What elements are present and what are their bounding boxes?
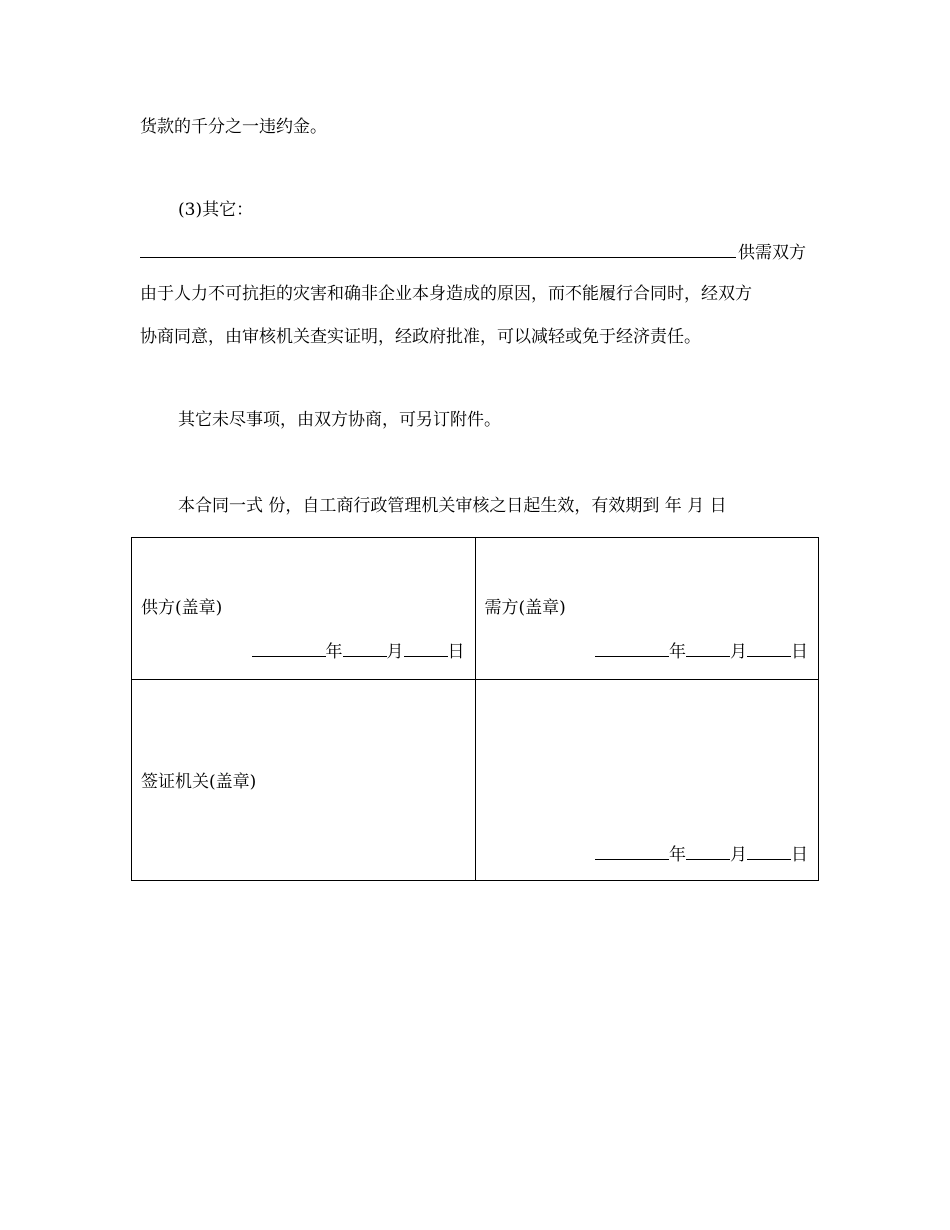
month-label: 月 [730, 845, 747, 865]
buyer-date [595, 640, 808, 663]
signature-table [131, 537, 819, 881]
supplier-date [252, 640, 465, 663]
day-blank [747, 640, 791, 657]
paragraph-attachments: 其它未尽事项，由双方协商，可另订附件。 [178, 410, 501, 430]
signature-row-parties [132, 538, 819, 680]
paragraph-both-parties: 供需双方 [738, 243, 806, 263]
month-label: 月 [730, 642, 747, 662]
buyer-seal-label: 需方(盖章) [484, 598, 566, 618]
day-label: 日 [447, 642, 465, 662]
month-blank [686, 640, 730, 657]
year-blank [252, 640, 326, 657]
blank-fill-rule [140, 241, 736, 258]
supplier-seal-label: 供方(盖章) [141, 598, 223, 618]
paragraph-force-majeure-1: 由于人力不可抗拒的灾害和确非企业本身造成的原因，而不能履行合同时，经双方 [140, 284, 752, 304]
year-blank [595, 640, 669, 657]
day-label: 日 [791, 845, 808, 865]
buyer-cell [475, 538, 819, 680]
supplier-cell [132, 538, 476, 680]
visa-date [595, 843, 808, 866]
visa-authority-seal-label: 签证机关(盖章) [141, 772, 257, 792]
month-label: 月 [386, 642, 404, 662]
paragraph-validity: 本合同一式 份，自工商行政管理机关审核之日起生效，有效期到 年 月 日 [178, 496, 727, 516]
day-label: 日 [791, 642, 808, 662]
paragraph-other-blank-line [140, 241, 806, 264]
month-blank [686, 843, 730, 860]
paragraph-force-majeure-2: 协商同意，由审核机关查实证明，经政府批准，可以减轻或免于经济责任。 [140, 327, 701, 347]
year-label: 年 [325, 642, 343, 662]
year-label: 年 [669, 845, 686, 865]
visa-date-cell [475, 680, 819, 881]
paragraph-penalty: 货款的千分之一违约金。 [140, 117, 327, 137]
year-blank [595, 843, 669, 860]
visa-authority-cell [132, 680, 476, 881]
day-blank [404, 640, 448, 657]
signature-row-visa [132, 680, 819, 881]
month-blank [343, 640, 387, 657]
year-label: 年 [669, 642, 686, 662]
day-blank [747, 843, 791, 860]
paragraph-other-heading: (3)其它： [178, 200, 254, 220]
